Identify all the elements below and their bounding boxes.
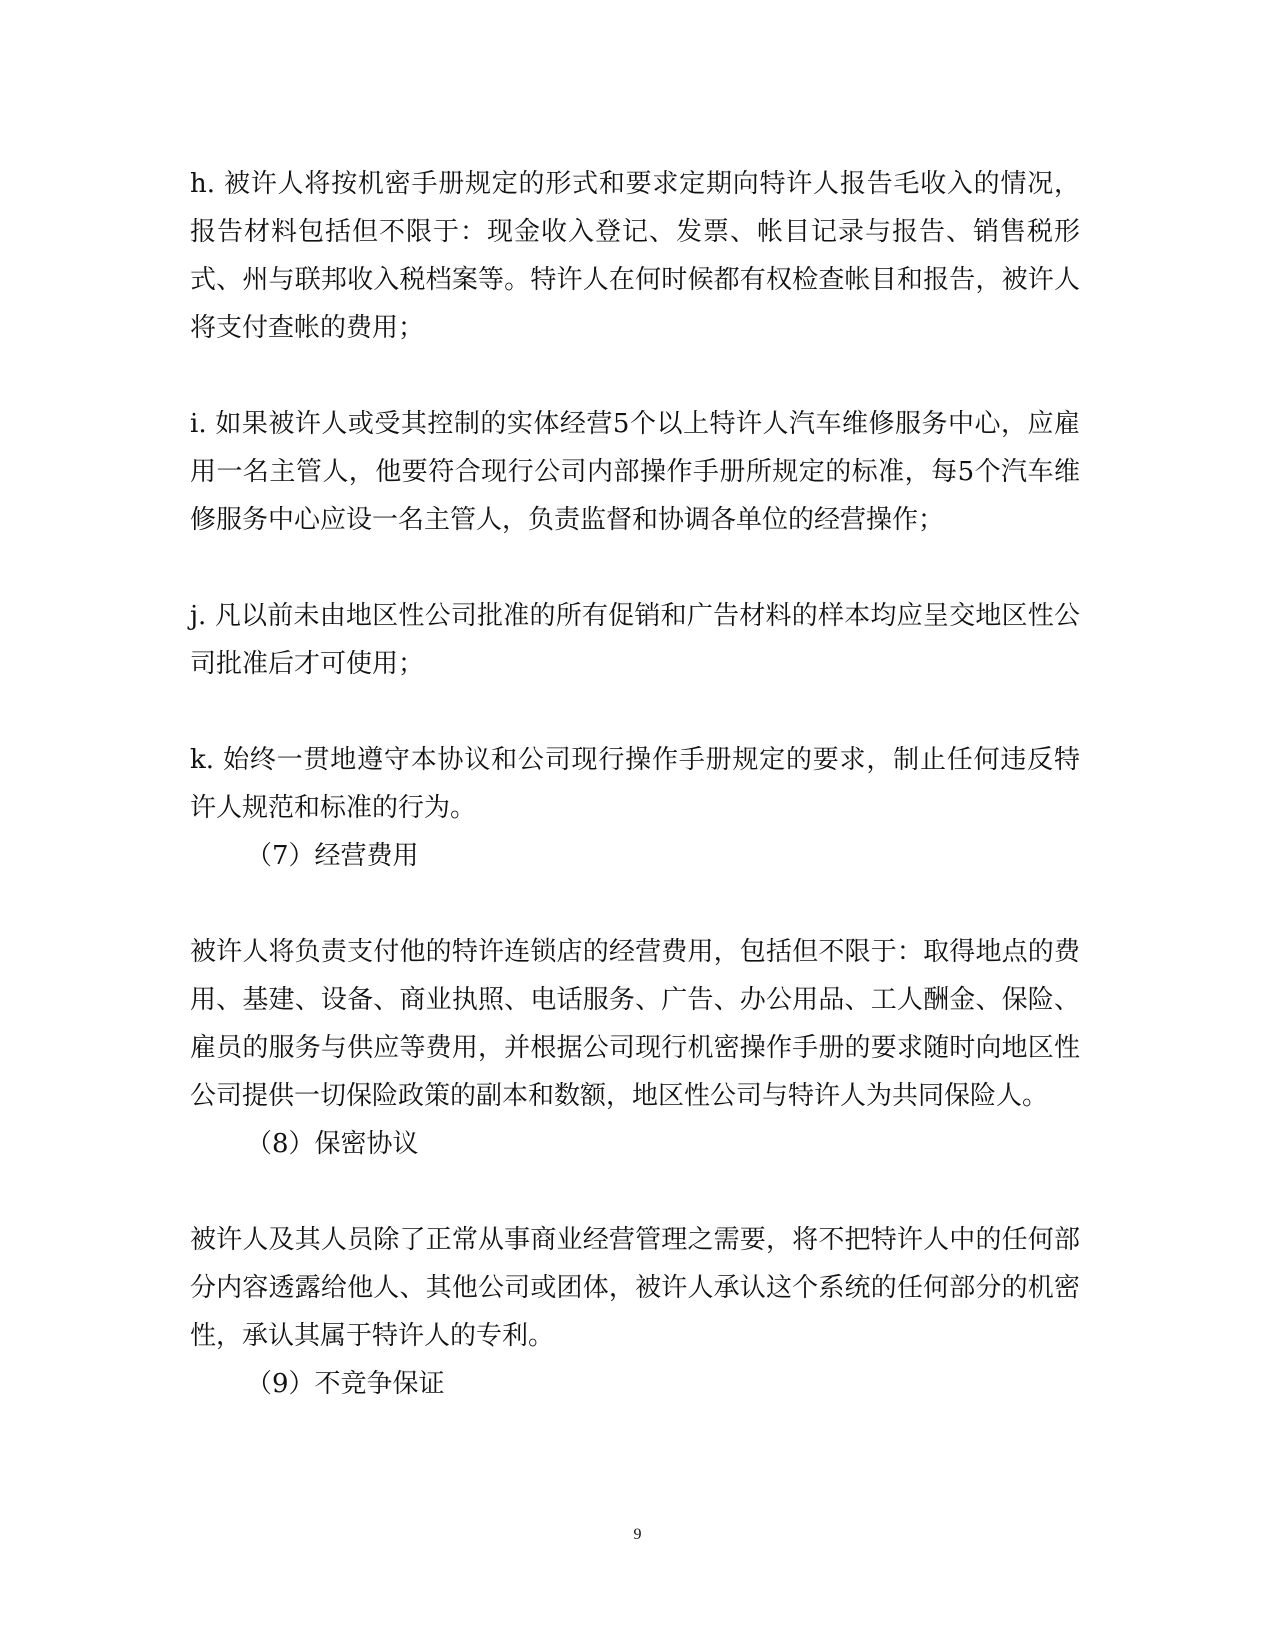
section-8-heading: （8）保密协议 xyxy=(246,1129,419,1159)
section-7-heading: （7）经营费用 xyxy=(246,841,419,871)
section-9-heading: （9）不竞争保证 xyxy=(246,1369,445,1399)
paragraph-i: i. 如果被许人或受其控制的实体经营5个以上特许人汽车维修服务中心，应雇用一名主管人，他要符合现行公司内部操作手册所规定的标准，每5个汽车维修服务中心应设一名主管人，负责监督和协调各单位的经营操作； xyxy=(190,409,1080,535)
page-number: 9 xyxy=(633,1526,642,1543)
spacer xyxy=(190,352,1080,400)
spacer xyxy=(190,880,1080,928)
spacer xyxy=(190,688,1080,736)
paragraph-h: h. 被许人将按机密手册规定的形式和要求定期向特许人报告毛收入的情况，报告材料包括但不限于：现金收入登记、发票、帐目记录与报告、销售税形式、州与联邦收入税档案等。特许人在何时候都有权检查帐目和报告，被许人将支付查帐的费用； xyxy=(190,169,1080,343)
spacer xyxy=(190,1168,1080,1216)
paragraph-j: j. 凡以前未由地区性公司批准的所有促销和广告材料的样本均应呈交地区性公司批准后才可使用； xyxy=(190,601,1080,679)
page-content xyxy=(190,160,1080,1408)
section-7-body: 被许人将负责支付他的特许连锁店的经营费用，包括但不限于：取得地点的费用、基建、设备、商业执照、电话服务、广告、办公用品、工人酬金、保险、雇员的服务与供应等费用，并根据公司现行机密操作手册的要求随时向地区性公司提供一切保险政策的副本和数额，地区性公司与特许人为共同保险人。 xyxy=(190,937,1080,1111)
paragraph-k: k. 始终一贯地遵守本协议和公司现行操作手册规定的要求，制止任何违反特许人规范和标准的行为。 xyxy=(190,745,1080,823)
section-8-body: 被许人及其人员除了正常从事商业经营管理之需要，将不把特许人中的任何部分内容透露给他人、其他公司或团体，被许人承认这个系统的任何部分的机密性，承认其属于特许人的专利。 xyxy=(190,1225,1080,1351)
spacer xyxy=(190,544,1080,592)
